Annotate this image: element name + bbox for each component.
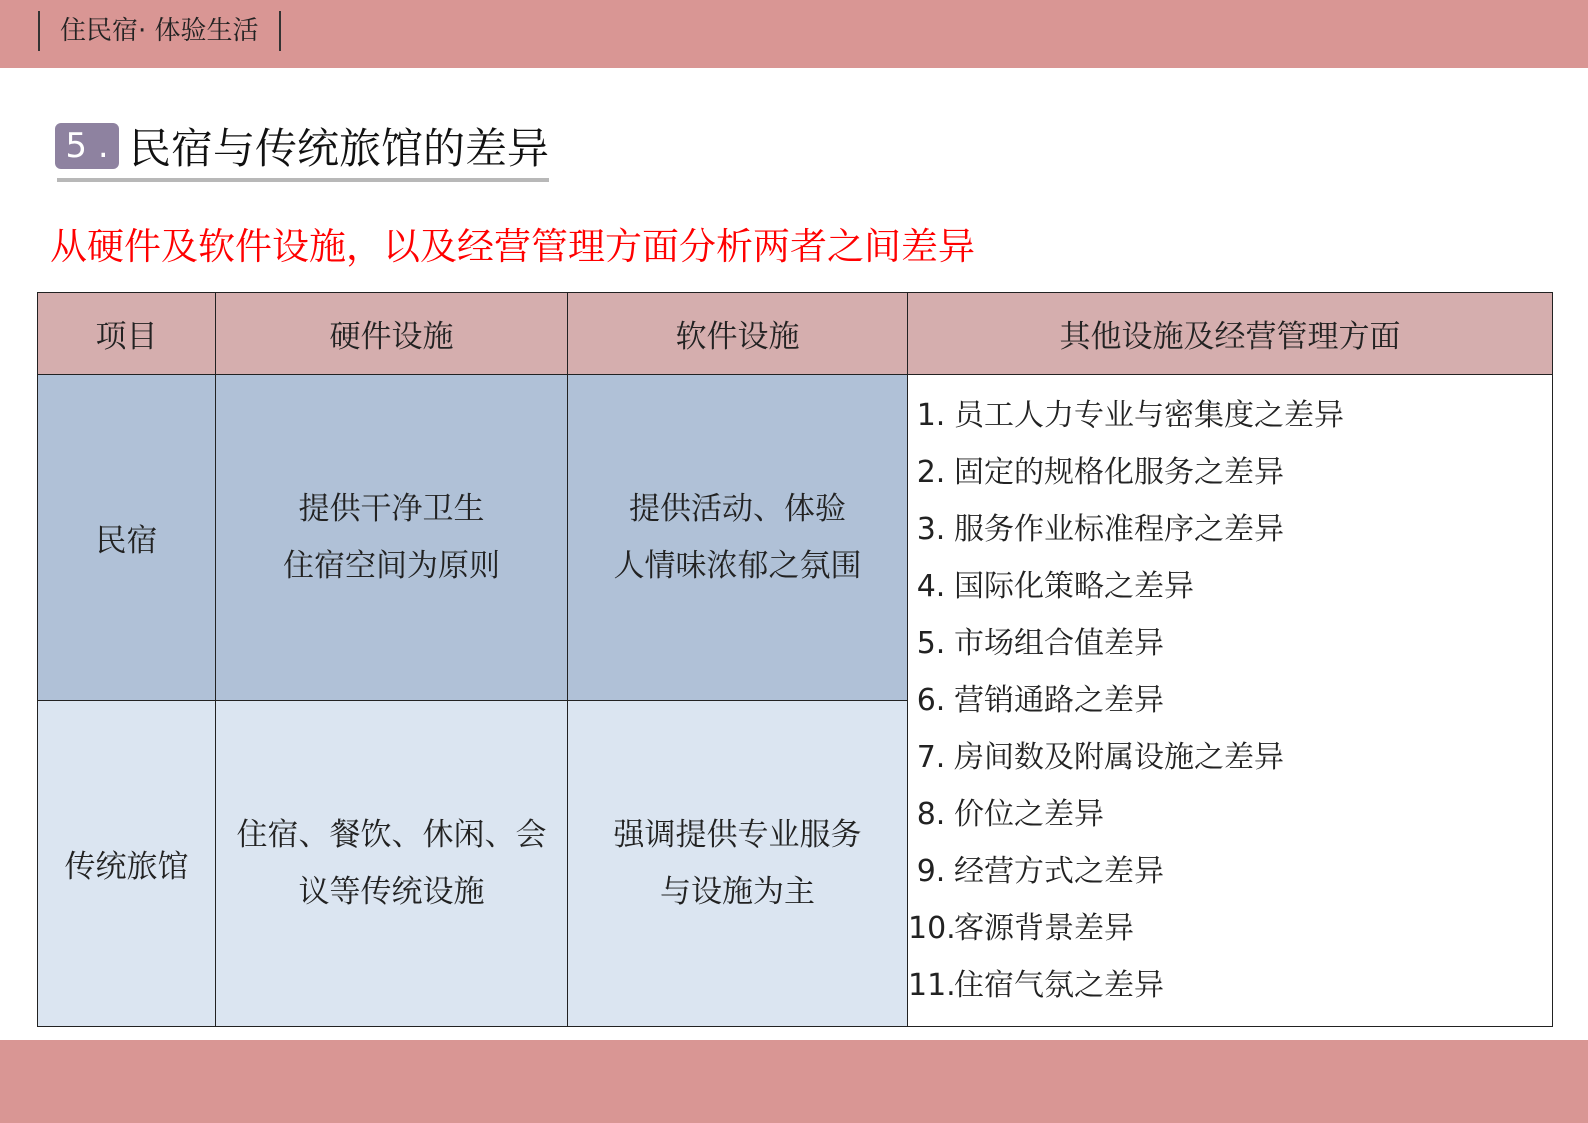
- list-item: [908, 900, 1552, 957]
- list-item-number: 2.: [916, 455, 946, 490]
- header-other: 其他设施及经营管理方面: [908, 293, 1553, 375]
- hardware-cell: [216, 701, 568, 1027]
- cell-line: 与设施为主: [660, 873, 815, 910]
- bottom-bar: [0, 1040, 1588, 1123]
- list-item-number: 5.: [916, 626, 946, 661]
- section-heading: [55, 120, 549, 172]
- table-row: [38, 375, 1553, 701]
- list-item-text: 营销通路之差异: [954, 683, 1164, 718]
- list-item-text: 住宿气氛之差异: [954, 968, 1164, 1003]
- list-item: [908, 558, 1552, 615]
- list-item-number: 9.: [916, 854, 946, 889]
- list-item-text: 市场组合值差异: [954, 626, 1164, 661]
- list-item-number: 10.: [908, 911, 956, 946]
- list-item-number: 4.: [916, 569, 946, 604]
- list-item: [908, 615, 1552, 672]
- list-item: [908, 786, 1552, 843]
- list-item-text: 客源背景差异: [954, 911, 1134, 946]
- list-item-text: 价位之差异: [954, 797, 1104, 832]
- software-cell: [568, 701, 908, 1027]
- cell-line: 强调提供专业服务: [613, 816, 862, 853]
- other-aspects-cell: [908, 375, 1553, 1027]
- list-item: [908, 387, 1552, 444]
- cell-line: 提供活动、体验: [629, 490, 846, 527]
- list-item: [908, 729, 1552, 786]
- header-hardware: 硬件设施: [216, 293, 568, 375]
- row-category: 民宿: [38, 375, 216, 701]
- comparison-table: [37, 292, 1553, 1027]
- row-category: 传统旅馆: [38, 701, 216, 1027]
- list-item: [908, 672, 1552, 729]
- header-software: 软件设施: [568, 293, 908, 375]
- list-item-text: 服务作业标准程序之差异: [954, 512, 1284, 547]
- cell-line: 住宿、餐饮、休闲、会: [236, 816, 547, 853]
- list-item-text: 固定的规格化服务之差异: [954, 455, 1284, 490]
- list-item-text: 经营方式之差异: [954, 854, 1164, 889]
- cell-line: 住宿空间为原则: [283, 547, 500, 584]
- list-item: [908, 843, 1552, 900]
- cell-line: 人情味浓郁之氛围: [613, 547, 862, 584]
- list-item-text: 房间数及附属设施之差异: [954, 740, 1284, 775]
- list-item: [908, 444, 1552, 501]
- list-item: [908, 957, 1552, 1014]
- list-item-text: 国际化策略之差异: [954, 569, 1194, 604]
- cell-line: 议等传统设施: [298, 873, 485, 910]
- table-header-row: [38, 293, 1553, 375]
- subtitle: 从硬件及软件设施，以及经营管理方面分析两者之间差异: [50, 225, 975, 268]
- list-item-number: 7.: [916, 740, 946, 775]
- list-item: [908, 501, 1552, 558]
- cell-line: 提供干净卫生: [298, 490, 485, 527]
- list-item-number: 11.: [908, 968, 956, 1003]
- software-cell: [568, 375, 908, 701]
- hardware-cell: [216, 375, 568, 701]
- title-underline: [57, 178, 549, 182]
- list-item-number: 1.: [916, 398, 946, 433]
- header-item: 项目: [38, 293, 216, 375]
- other-aspects-list: [908, 387, 1552, 1014]
- header-title: 住民宿· 体验生活: [38, 11, 281, 51]
- list-item-text: 员工人力专业与密集度之差异: [954, 398, 1344, 433]
- section-number-badge: 5 .: [55, 123, 119, 169]
- section-title: 民宿与传统旅馆的差异: [129, 124, 550, 173]
- list-item-number: 6.: [916, 683, 946, 718]
- list-item-number: 3.: [916, 512, 946, 547]
- list-item-number: 8.: [916, 797, 946, 832]
